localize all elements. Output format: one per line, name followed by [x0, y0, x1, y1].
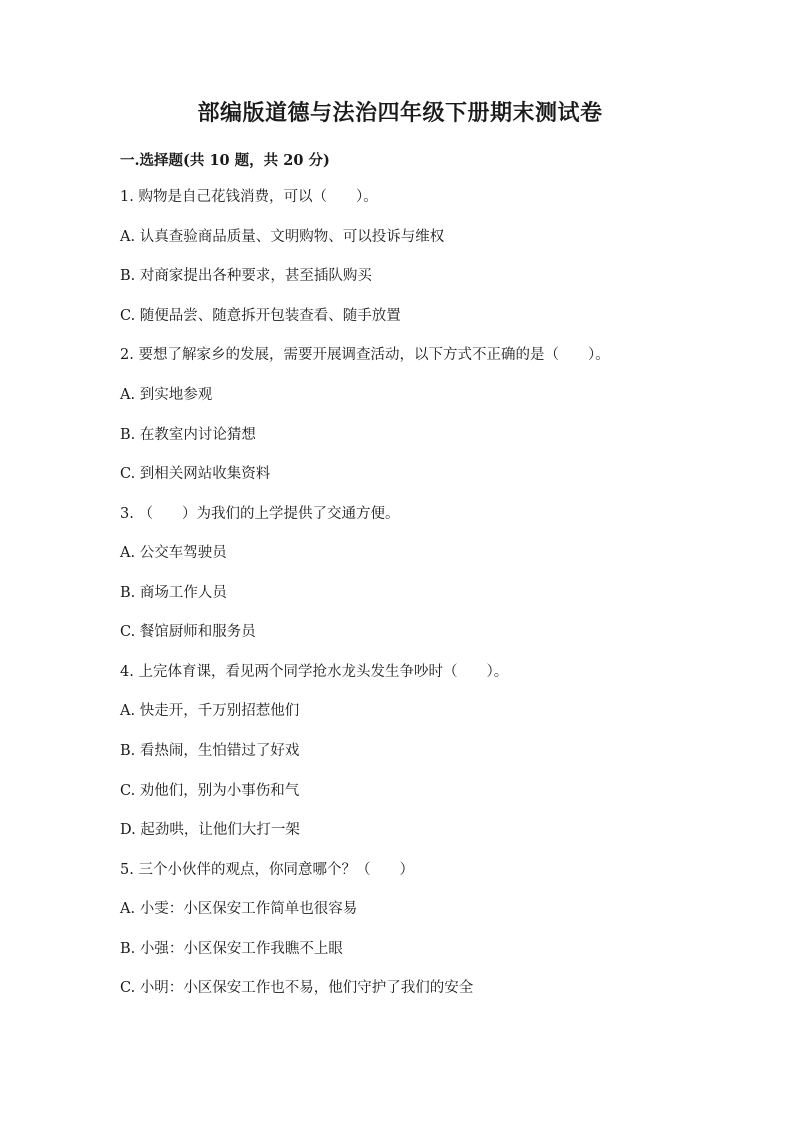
- exam-title: 部编版道德与法治四年级下册期末测试卷: [197, 100, 603, 126]
- question-4-stem: 4. 上完体育课，看见两个同学抢水龙头发生争吵时（ ）。: [120, 664, 509, 680]
- question-5-stem: 5. 三个小伙伴的观点，你同意哪个？（ ）: [120, 862, 414, 878]
- question-2-option-c: C. 到相关网站收集资料: [120, 466, 271, 482]
- question-1-option-c: C. 随便品尝、随意拆开包装查看、随手放置: [120, 308, 401, 324]
- question-1-stem: 1. 购物是自己花钱消费，可以（ ）。: [120, 189, 378, 205]
- question-2-option-a: A. 到实地参观: [120, 387, 213, 403]
- question-3-option-c: C. 餐馆厨师和服务员: [120, 624, 256, 640]
- question-5-option-a: A. 小雯：小区保安工作简单也很容易: [120, 901, 358, 917]
- question-2-stem: 2. 要想了解家乡的发展，需要开展调查活动，以下方式不正确的是（ ）。: [120, 347, 610, 363]
- question-3-stem: 3. （ ）为我们的上学提供了交通方便。: [120, 506, 400, 522]
- question-4-option-b: B. 看热闹，生怕错过了好戏: [120, 743, 300, 759]
- question-4-option-d: D. 起劲哄，让他们大打一架: [120, 822, 300, 838]
- question-3-option-b: B. 商场工作人员: [120, 585, 227, 601]
- question-4-option-a: A. 快走开，千万别招惹他们: [120, 703, 300, 719]
- question-5-option-b: B. 小强：小区保安工作我瞧不上眼: [120, 941, 343, 957]
- question-5-option-c: C. 小明：小区保安工作也不易，他们守护了我们的安全: [120, 980, 474, 996]
- question-1-option-b: B. 对商家提出各种要求，甚至插队购买: [120, 268, 372, 284]
- section-heading: 一.选择题(共 10 题，共 20 分): [120, 152, 330, 169]
- question-3-option-a: A. 公交车驾驶员: [120, 545, 227, 561]
- question-1-option-a: A. 认真查验商品质量、文明购物、可以投诉与维权: [120, 229, 445, 245]
- question-2-option-b: B. 在教室内讨论猜想: [120, 427, 256, 443]
- question-4-option-c: C. 劝他们，别为小事伤和气: [120, 783, 300, 799]
